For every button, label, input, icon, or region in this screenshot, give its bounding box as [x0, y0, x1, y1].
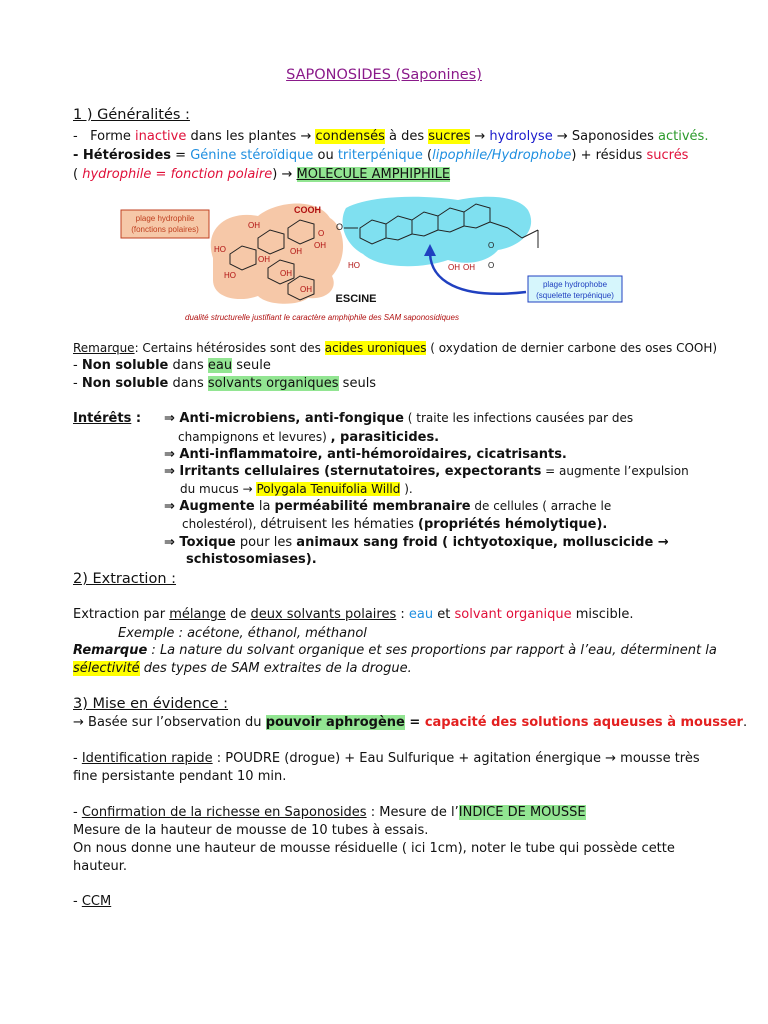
generalites-line-2 — [73, 147, 688, 164]
interet-2 — [164, 446, 567, 463]
text: → Saponosides — [552, 129, 659, 144]
figure-caption: dualité structurelle justifiant le caractère amphiphile des SAM saponosidiques — [185, 313, 459, 322]
non-soluble-solvants — [73, 375, 376, 392]
text: pour les — [235, 535, 297, 550]
text: champignons et levures) — [178, 430, 331, 444]
section-3-heading: 3) Mise en évidence : — [73, 696, 229, 712]
text-genine: Génine stéroïdique — [190, 148, 314, 163]
text: - — [73, 751, 82, 766]
text: ) + résidus — [571, 148, 647, 163]
text-sucres: sucrés — [646, 148, 689, 163]
oh-label: OH — [314, 241, 326, 250]
text: - — [73, 805, 82, 820]
text-bold: animaux sang froid ( ichtyotoxique, molluscicide → — [296, 535, 669, 550]
text: la — [254, 499, 275, 514]
text: : — [131, 411, 142, 426]
implies-icon: ⇒ — [164, 464, 180, 479]
cooh-label: COOH — [294, 205, 321, 215]
extraction-remarque — [73, 642, 717, 659]
text: ( traite les infections causées par des — [403, 411, 634, 425]
identification-line-1 — [73, 750, 700, 767]
interets-label: Intérêts — [73, 411, 132, 426]
interet-3 — [164, 463, 689, 480]
text: : — [396, 607, 409, 622]
text-solvant-organique: solvant organique — [454, 607, 572, 622]
remarque-uroniques — [73, 340, 717, 356]
remarque-label: Remarque — [73, 643, 148, 658]
text-melange: mélange — [169, 607, 226, 622]
text-ccm: CCM — [81, 894, 112, 909]
extraction-remarque-2 — [73, 660, 412, 677]
text-solvants-organiques: solvants organiques — [207, 376, 339, 391]
text-inactive: inactive — [135, 129, 187, 144]
text-bold: Non soluble — [81, 376, 169, 391]
text: ( — [73, 167, 83, 182]
text-bold: Irritants cellulaires (sternutatoires, expectorants — [179, 464, 542, 479]
text-hydrolyse: hydrolyse — [489, 129, 553, 144]
implies-icon: ⇒ — [164, 411, 180, 426]
interets-heading — [73, 410, 141, 427]
text: dans — [168, 358, 208, 373]
text-bold: Toxique — [179, 535, 236, 550]
text-bold: Augmente — [179, 499, 255, 514]
ho-label: HO — [224, 271, 236, 280]
text: des types de SAM extraites de la drogue. — [139, 661, 412, 676]
text-eau: eau — [408, 607, 434, 622]
text-capacite-mousser: capacité des solutions aqueuses à mousser — [424, 715, 743, 730]
hydrophobe-label-1: plage hydrophobe — [542, 280, 608, 289]
text-bold: Non soluble — [81, 358, 169, 373]
escine-name: ESCINE — [335, 293, 377, 305]
text-confirmation: Confirmation de la richesse en Saponosides — [81, 805, 367, 820]
mise-en-evidence-line — [73, 714, 747, 731]
text: = — [404, 715, 425, 730]
text-polygala: Polygala Tenuifolia Willd — [256, 482, 401, 496]
text: dans les plantes → — [186, 129, 316, 144]
text-bold: , parasiticides. — [330, 430, 440, 445]
interet-1b — [178, 429, 439, 446]
text: et — [433, 607, 455, 622]
implies-icon: ⇒ — [164, 447, 180, 462]
oh-label: OH — [448, 263, 460, 272]
text: ( oxydation de dernier carbone des oses COOH) — [426, 341, 718, 355]
o-label: O — [318, 229, 325, 238]
text: . — [742, 715, 748, 730]
text-actives: activés. — [658, 129, 709, 144]
text: - — [73, 894, 82, 909]
confirmation-line-2: Mesure de la hauteur de mousse de 10 tubes à essais. — [73, 823, 429, 838]
text: du mucus → — [180, 482, 257, 496]
generalites-line-3 — [73, 166, 450, 183]
glycosidic-o-label: O — [336, 222, 344, 232]
text-deux-solvants: deux solvants polaires — [250, 607, 397, 622]
interet-4b — [182, 516, 607, 533]
extraction-line — [73, 606, 634, 623]
oh-label: OH — [248, 221, 260, 230]
text: ou — [313, 148, 338, 163]
text: dans — [168, 376, 208, 391]
text-heterosides: - Hétérosides — [73, 148, 172, 163]
interet-4 — [164, 498, 611, 515]
oh-label: OH — [463, 263, 475, 272]
hydrophobe-label-2: (squelette terpénique) — [536, 291, 614, 300]
hydrophile-label-1: plage hydrophile — [135, 214, 195, 223]
implies-icon: ⇒ — [164, 535, 180, 550]
text: seule — [232, 358, 271, 373]
generalites-line-1 — [73, 128, 708, 145]
text: Extraction par — [73, 607, 170, 622]
text-bold: perméabilité membranaire — [274, 499, 471, 514]
extraction-example: Exemple : acétone, éthanol, méthanol — [118, 626, 367, 641]
ccm-line — [73, 893, 111, 910]
interet-3b — [180, 481, 413, 497]
page-title: SAPONOSIDES (Saponines) — [286, 67, 482, 83]
oh-label: OH — [258, 255, 270, 264]
text-sucres: sucres — [428, 129, 471, 144]
oh-label: OH — [290, 247, 302, 256]
text-condenses: condensés — [315, 129, 385, 144]
text: → Basée sur l’observation du — [73, 715, 266, 730]
text-acides-uroniques: acides uroniques — [324, 341, 427, 355]
text-selectivite: sélectivité — [73, 661, 140, 676]
text: = augmente l’expulsion — [541, 464, 689, 478]
identification-line-2: fine persistante pendant 10 min. — [73, 769, 287, 784]
oh-label: OH — [280, 269, 292, 278]
confirmation-line-4: hauteur. — [73, 859, 128, 874]
ester-o-label: O — [488, 261, 495, 270]
dash: - — [73, 129, 78, 144]
escine-structure-figure — [118, 188, 628, 328]
text-molecule-amphiphile: MOLECULE AMPHIPHILE — [296, 167, 451, 182]
confirmation-line-3: On nous donne une hauteur de mousse résiduelle ( ici 1cm), noter le tube qui possède cette — [73, 841, 675, 856]
hydrophobe-region — [343, 197, 532, 267]
section-2-heading: 2) Extraction : — [73, 571, 177, 587]
text: : La nature du solvant organique et ses proportions par rapport à l’eau, déterminent la — [147, 643, 717, 658]
text: → — [470, 129, 490, 144]
text: à des — [384, 129, 429, 144]
text-bold: Anti-microbiens, anti-fongique — [179, 411, 404, 426]
section-1-heading: 1 ) Généralités : — [73, 107, 190, 123]
text-bold: (propriétés hémolytique). — [418, 517, 608, 532]
ester-o-label: O — [488, 241, 495, 250]
text: : Certains hétérosides sont des — [134, 341, 325, 355]
text: seuls — [338, 376, 377, 391]
text: : POUDRE (drogue) + Eau Sulfurique + agitation énergique → mousse très — [212, 751, 700, 766]
hydrophile-label-2: (fonctions polaires) — [131, 225, 199, 234]
text-hydrophile: hydrophile = fonction polaire — [82, 167, 273, 182]
text: - — [73, 376, 82, 391]
text-triterpenique: triterpénique — [337, 148, 423, 163]
text-lipophile: lipophile/Hydrophobe — [432, 148, 572, 163]
oh-label: OH — [300, 285, 312, 294]
interet-5b: schistosomiases). — [186, 552, 317, 567]
text-identification-rapide: Identification rapide — [81, 751, 213, 766]
confirmation-line-1 — [73, 804, 586, 821]
interet-1 — [164, 410, 633, 427]
text: détruisent les hématies — [260, 517, 419, 532]
text: - — [73, 358, 82, 373]
text: ( — [422, 148, 433, 163]
text: ) → — [272, 167, 297, 182]
text-indice-de-mousse: INDICE DE MOUSSE — [458, 805, 586, 820]
text-bold: Anti-inflammatoire, anti-hémoroïdaires, cicatrisants. — [179, 447, 567, 462]
ho-label: HO — [214, 245, 226, 254]
text: = — [171, 148, 191, 163]
text: cholestérol), — [182, 517, 261, 531]
text-eau: eau — [207, 358, 233, 373]
ho-label: HO — [348, 261, 360, 270]
non-soluble-eau — [73, 357, 271, 374]
interet-5 — [164, 534, 669, 551]
text: ). — [400, 482, 413, 496]
text: de cellules ( arrache le — [470, 499, 612, 513]
text: miscible. — [571, 607, 634, 622]
remarque-label: Remarque — [73, 341, 135, 355]
text-pouvoir-aphrogene: pouvoir aphrogène — [265, 715, 405, 730]
implies-icon: ⇒ — [164, 499, 180, 514]
text: Forme — [90, 129, 135, 144]
text: de — [225, 607, 251, 622]
text: : Mesure de l’ — [366, 805, 459, 820]
